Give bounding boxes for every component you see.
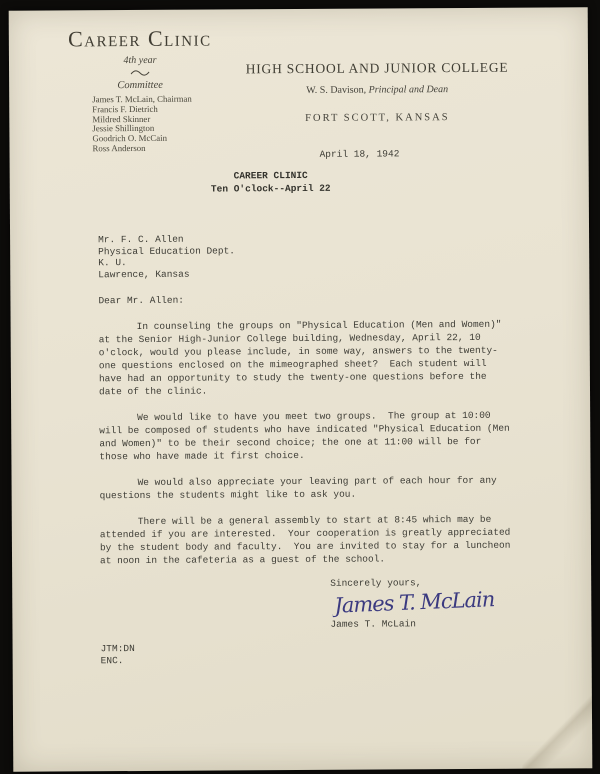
letterhead-left-column xyxy=(65,26,216,155)
event-title: CAREER CLINIC xyxy=(233,169,308,182)
committee-member: Francis F. Dietrich xyxy=(92,103,158,115)
year-line: 4th year xyxy=(123,54,157,67)
handwritten-signature xyxy=(332,582,503,623)
committee-member: James T. McLain, Chairman xyxy=(92,93,192,105)
school-name: HIGH SCHOOL AND JUNIOR COLLEGE xyxy=(245,59,509,77)
recipient-line: Lawrence, Kansas xyxy=(98,268,190,280)
recipient-address xyxy=(98,232,512,281)
committee-heading: Committee xyxy=(117,79,163,92)
squiggle-ornament-icon xyxy=(65,69,215,78)
event-time: Ten O'clock--April 22 xyxy=(210,182,331,195)
enclosure-note: ENC. xyxy=(100,655,124,667)
body-paragraph: We would also appreciate your leaving part of each hour for any questions the students might like to ask you. xyxy=(99,474,503,502)
recipient-line: Physical Education Dept. xyxy=(98,244,236,257)
committee-member: Ross Anderson xyxy=(92,142,146,154)
typed-signature-name: James T. McLain xyxy=(330,618,416,630)
closing-line: Sincerely yours, xyxy=(330,577,422,589)
principal-name: W. S. Davison, xyxy=(306,84,367,96)
letter-body xyxy=(98,232,517,568)
signature-script-text: James T. McLain xyxy=(333,587,495,618)
org-title: Career Clinic xyxy=(68,25,212,52)
date-line: April 18, 1942 xyxy=(319,148,400,160)
salutation: Dear Mr. Allen: xyxy=(98,294,185,307)
committee-list xyxy=(65,95,215,155)
committee-member: Goodrich O. McCain xyxy=(92,132,168,144)
committee-member: Jessie Shillington xyxy=(92,123,155,134)
committee-member: Mildred Skinner xyxy=(92,113,151,124)
body-paragraph: There will be a general assembly to start at 8:45 which may be attended if you are interested. Your cooperation is greatly appreciated by the student body and faculty. You are invited to stay for a luncheon at noon in the cafeteria as a guest of the school. xyxy=(99,513,517,567)
body-paragraph: In counseling the groups on "Physical Education (Men and Women)" at the Senior High-Junior College building, Wednesday, April 22, 10 o'clock, would you please include, in some way, answers to the twenty-one questions enclosed on the mimeographed sheet? Each student will have had an opportunity to study the twenty-one questions before the date of the clinic. xyxy=(98,318,508,398)
closing-block xyxy=(330,576,540,631)
event-heading xyxy=(161,170,381,196)
reference-initials: JTM:DN xyxy=(100,643,135,655)
recipient-line: K. U. xyxy=(98,257,127,269)
location-line: FORT SCOTT, KANSAS xyxy=(305,112,450,124)
letterhead-right-column xyxy=(233,60,521,125)
body-paragraph: We would like to have you meet two groups. The group at 10:00 will be composed of students who have indicated "Physical Education (Men and Women)" to be their second choice; the one at 11:00 will be for those who have made it first choice. xyxy=(99,409,516,463)
reference-block xyxy=(101,643,135,667)
letter-paper xyxy=(9,7,593,772)
paper-crease xyxy=(522,673,593,768)
principal-line xyxy=(233,84,521,97)
recipient-line: Mr. F. C. Allen xyxy=(98,233,184,246)
principal-title: Principal and Dean xyxy=(368,84,449,96)
